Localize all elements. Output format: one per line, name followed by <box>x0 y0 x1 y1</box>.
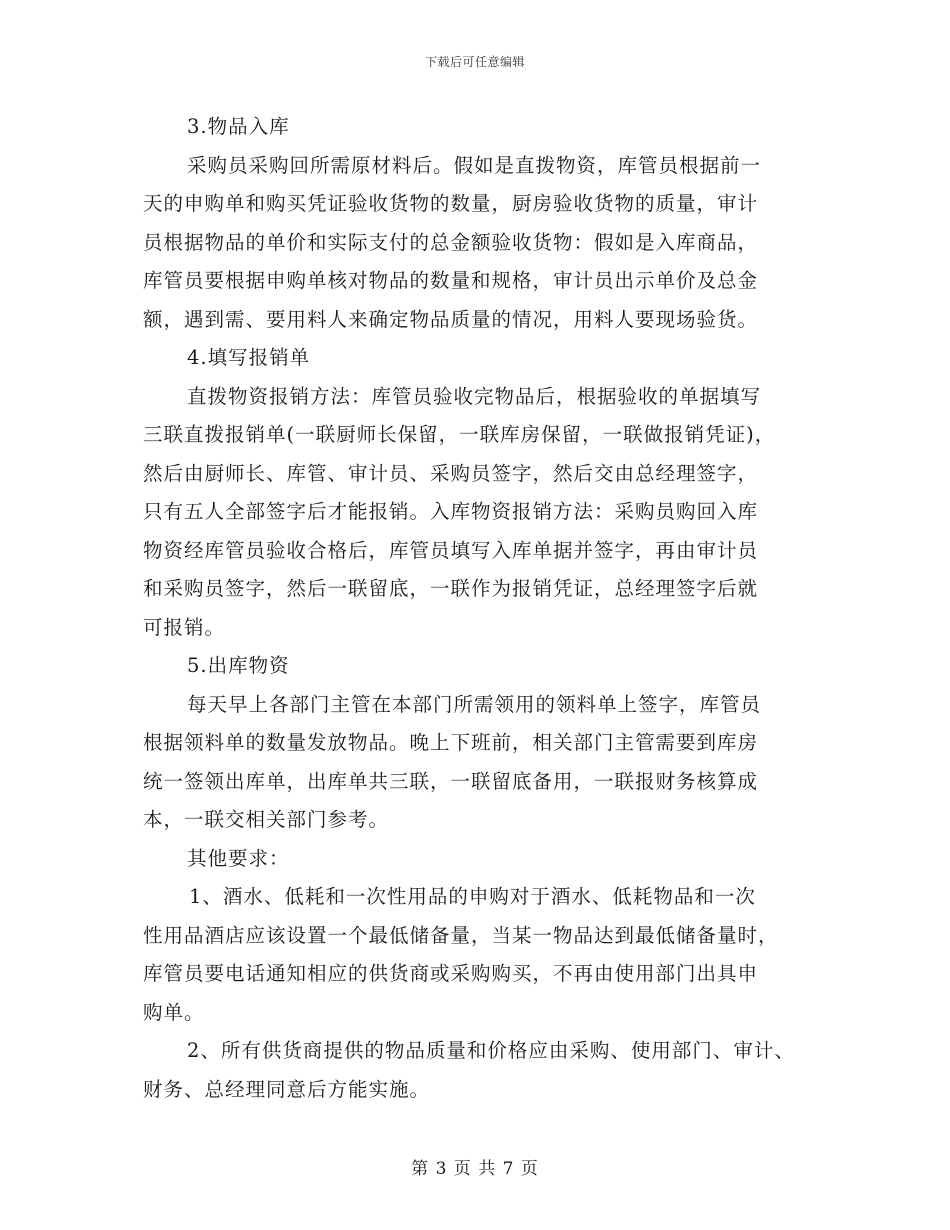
paragraph <box>143 1032 813 1109</box>
text-line: 然后由厨师长、库管、审计员、采购员签字，然后交由总经理签字， <box>143 461 759 485</box>
paragraph <box>143 339 813 378</box>
page-header: 下载后可任意编辑 <box>424 55 525 69</box>
text-line: 2、所有供货商提供的物品质量和价格应由采购、使用部门、审计、 <box>187 1039 795 1062</box>
text-line: 性用品酒店应该设置一个最低储备量，当某一物品达到最低储备量时， <box>143 923 779 947</box>
text-line: 4.填写报销单 <box>187 346 311 369</box>
paragraph <box>143 840 813 879</box>
text-line: 库管员要电话通知相应的供货商或采购购买，不再由使用部门出具申 <box>143 962 759 985</box>
text-line: 额，遇到需、要用料人来确定物品质量的情况，用料人要现场验货。 <box>143 307 759 331</box>
page-number: 第 3 页 共 7 页 <box>411 1159 539 1179</box>
text-line: 其他要求： <box>187 846 290 870</box>
text-line: 和采购员签字，然后一联留底，一联作为报销凭证，总经理签字后就 <box>143 577 759 600</box>
paragraph <box>143 647 813 686</box>
text-line: 物资经库管员验收合格后，库管员填写入库单据并签字，再由审计员 <box>143 538 759 562</box>
text-line: 只有五人全部签字后才能报销。入库物资报销方法：采购员购回入库 <box>143 500 759 523</box>
text-line: 库管员要根据申购单核对物品的数量和规格，审计员出示单价及总金 <box>143 269 759 292</box>
text-line: 3.物品入库 <box>187 115 290 138</box>
paragraph <box>143 147 813 340</box>
document-body <box>143 108 813 1109</box>
text-line: 可报销。 <box>143 615 226 639</box>
text-line: 直拨物资报销方法：库管员验收完物品后，根据验收的单据填写 <box>187 384 762 408</box>
paragraph <box>143 378 813 648</box>
text-line: 本，一联交相关部门参考。 <box>143 808 390 831</box>
text-line: 5.出库物资 <box>187 654 290 677</box>
text-line: 天的申购单和购买凭证验收货物的数量，厨房验收货物的质量，审计 <box>143 192 759 215</box>
text-line: 财务、总经理同意后方能实施。 <box>143 1077 431 1101</box>
text-line: 根据领料单的数量发放物品。晚上下班前，相关部门主管需要到库房 <box>143 731 759 754</box>
text-line: 员根据物品的单价和实际支付的总金额验收货物：假如是入库商品， <box>143 230 759 254</box>
text-line: 1、酒水、低耗和一次性用品的申购对于酒水、低耗物品和一次 <box>189 885 756 908</box>
text-line: 每天早上各部门主管在本部门所需领用的领料单上签字，库管员 <box>187 692 762 716</box>
text-line: 购单。 <box>143 1000 205 1024</box>
paragraph <box>143 108 813 147</box>
text-line: 三联直拨报销单(一联厨师长保留，一联库房保留，一联做报销凭证)， <box>143 423 776 446</box>
text-line: 采购员采购回所需原材料后。假如是直拨物资，库管员根据前一 <box>187 153 762 177</box>
paragraph <box>143 878 813 1032</box>
text-line: 统一签领出库单，出库单共三联，一联留底备用，一联报财务核算成 <box>143 769 759 793</box>
paragraph <box>143 686 813 840</box>
